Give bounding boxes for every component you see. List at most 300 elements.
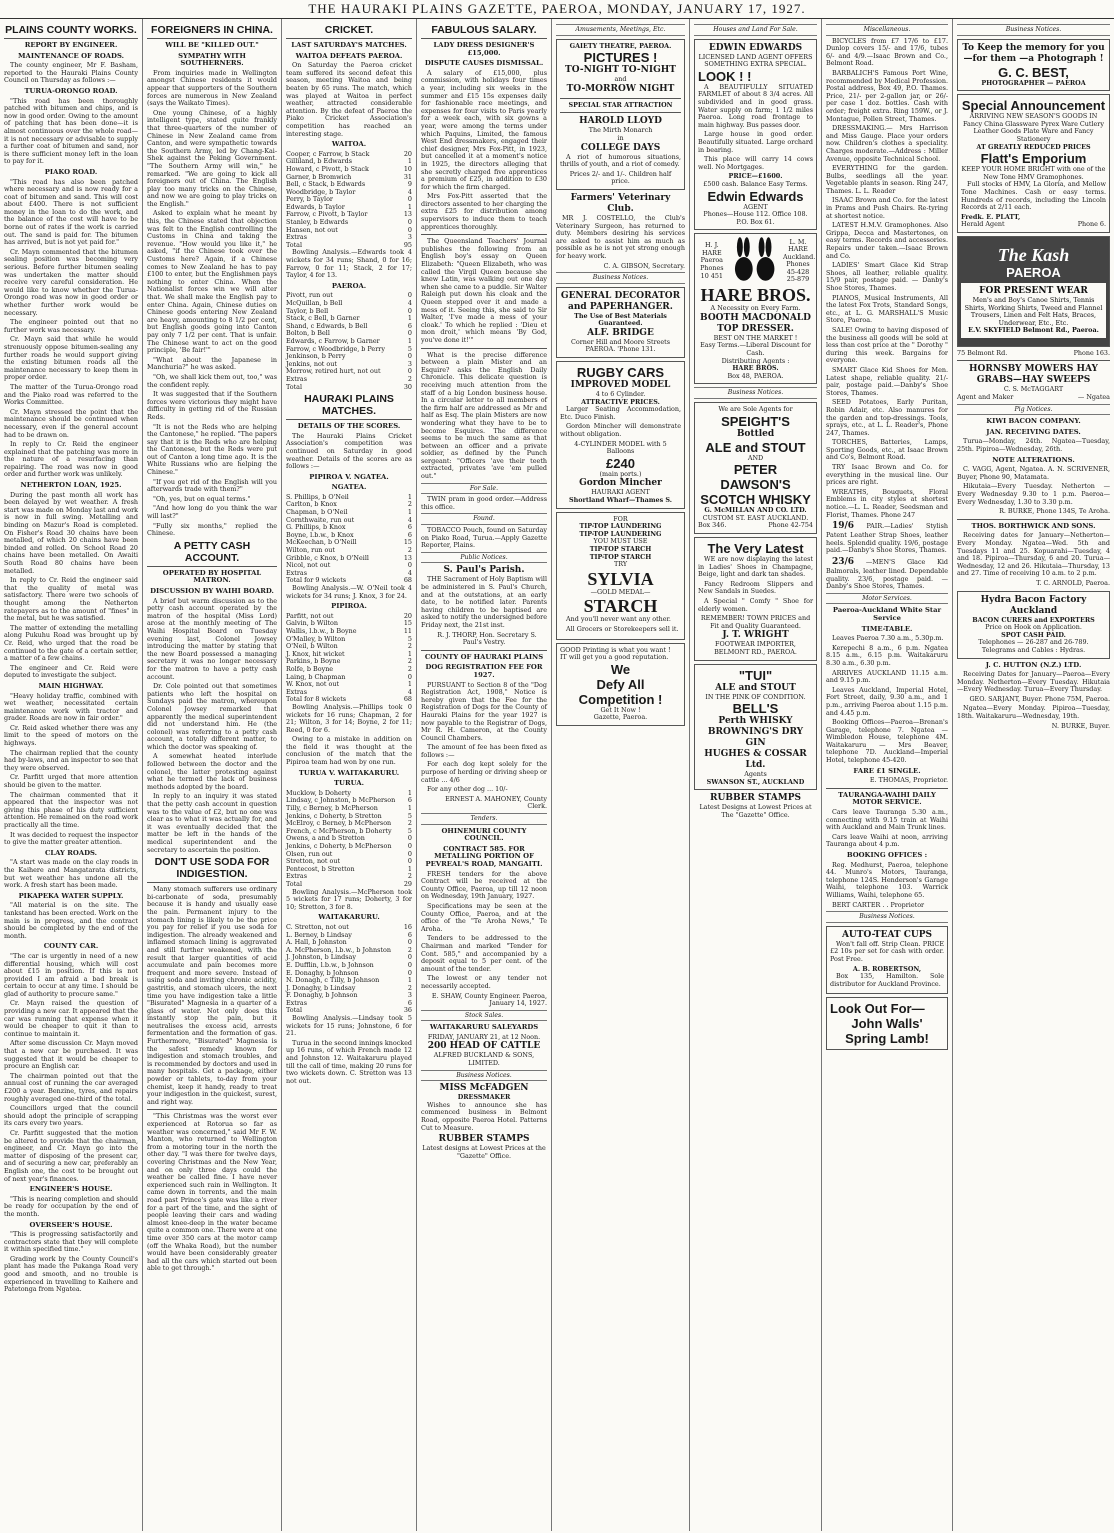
runs: 6 — [407, 930, 412, 939]
paragraph: The engineer and Cr. Reid were deputed to investigate the subject. — [4, 663, 138, 680]
runs: 1 — [407, 864, 412, 873]
rugby-cars-ad — [556, 361, 685, 509]
hare-icon — [730, 237, 779, 285]
batsman: Jenkins, not out — [286, 359, 337, 368]
bottled: Bottled — [736, 428, 775, 439]
printing-defy: Defy All — [596, 676, 645, 692]
paragraph: In reply to Cr. Reid the engineer said that the quality of metal was satisfactory. There were two schools of thought among the Netherton ratepayers as to the amount of "fines" in the metal, but he was satisfied. — [4, 576, 138, 623]
film-title: COLLEGE DAYS — [580, 142, 661, 153]
fare: FARE £1 SINGLE. — [853, 766, 921, 775]
bells-title: BELL'S — [732, 701, 779, 717]
note: NOTE ALTERATIONS. — [992, 455, 1075, 464]
paragraph: All Grocers or Storekeepers sell it. — [566, 624, 679, 633]
signature: ERNEST A. MAHONEY, County Clerk. — [445, 794, 547, 811]
printing-comp: Competition ! — [578, 691, 663, 707]
batsman: Gilliland, b Edwards — [286, 157, 352, 166]
decorator-title: GENERAL DECORATOR and PAPERHANGER. — [560, 290, 681, 312]
signature: GEO. SARJANT, Buyer. Phone 75M, Paeroa. — [969, 694, 1110, 703]
agent-label: AGENT — [743, 202, 768, 211]
scorecard-ngatea — [286, 494, 412, 585]
printing-getit: Get It Now ! — [600, 705, 641, 714]
sale-date: FRIDAY, JANUARY 21, at 12 Noon. — [427, 1032, 541, 1041]
hydra-ad — [957, 591, 1110, 659]
runs: 13 — [403, 210, 412, 219]
timetable-title: TIME-TABLE. — [861, 624, 913, 633]
classified: TORCHES, Batteries, Lamps, Sporting Goods, etc., at Isaac Brown and Co's, Belmont Road. — [826, 438, 948, 462]
rugby-prices: ATTRACTIVE PRICES. — [581, 397, 660, 406]
batsman: Pivott, run out — [286, 291, 333, 300]
runs: 9 — [407, 180, 412, 189]
batsman: N. Donagh, c Tilly, b Johnson — [286, 976, 380, 985]
paragraph: Kerepechi 8 a.m., 6 p.m. Ngatea 8.15 a.m., 6.15 p.m. Waitakaruru 8.30 a.m., 6.30 p.m. — [826, 643, 948, 667]
paragraph: Asked to explain what he meant by this, the Chinese stated that objection was felt to the English controlling the Customs in China and taking the revenue. "How would you like it," he asked, "if the Chinese took over the Customs here? Again, if a Chinese comes to New Zealand he has to pay £100 to enter, but the Englishmen pays nothing to enter China. When the Nationalist forces win we will alter that. We shall make the English pay to enter China. Again, Chinese duties on Chinese goods entering New Zealand are heavy, amounting to 8 1/2 per cent, but English goods going into Canton pay only 7 1/2 per cent. That is unfair. The Chinese want to act on the good principle, 'Be fair!'" — [147, 209, 277, 355]
paragraph: Turua in the second innings knocked up 16 runs, of which French made 12 and Johnston 12. Waitakaruru played till the call of time, making 20 runs for two wickets down. C. Stretton was 13 not out. — [286, 1038, 412, 1085]
runs: 10 — [403, 164, 412, 173]
batsman: Parkins, b Boyne — [286, 657, 341, 666]
batsman: Chapman, b O'Neil — [286, 508, 348, 517]
booth-title: BOOTH MACDONALD TOP DRESSER. — [700, 312, 811, 334]
paragraph: "This Christmas was the worst ever experienced at Rotorua so far as weather was concerned," said Mr F. W. Manton, who returned to Wellington from a motoring tour in the north the other day. "I was there for twelve days, covering Christmas and the New Year, and on only three days could the weather be called fine. I have never experienced such rain in Wellington. It came down in torrents, and the main road past Prince's gate was like a river for a part of the time, and the sight of people leaving their cars and wading almost knee-deep in the water became quite a common one. There were at one time over 350 cars at the motor camp (off the Whaka Road), but the number would have been considerably greater had all the cars which started out been able to get through." — [147, 1112, 277, 1273]
runs: 2 — [407, 945, 412, 954]
agent-name: EDWIN EDWARDS — [708, 42, 803, 53]
tiptop-4: TIP-TOP STARCH — [589, 552, 652, 561]
paragraph: The amount of fee has been fixed as follows :— — [421, 743, 547, 759]
batsman: Total — [286, 879, 303, 888]
runs: 3 — [407, 233, 412, 242]
subhead: DISCUSSION BY WAIHI BOARD. — [150, 587, 274, 595]
runs: 1 — [407, 680, 412, 689]
paragraph: A Special " Comfy " Shoe for elderly women. — [698, 596, 813, 613]
reduced: AT GREATLY REDUCED PRICES — [976, 142, 1091, 151]
scorecard-waitoa — [286, 151, 412, 250]
paragraph: What is the precise difference between a plain Mister and an Esquire? asks the English Daily Chronicle. This delicate question is receiving much attention from the staff of a big London business house. In a circular letter to all members of the firm half are addressed as Mr and half as Esq. The plain Misters are now wondering what they have to be to become Esquires. The difference seems to be much the same as that between an officer and a private soldier, as defined by the Punch sergeant: "Officers 'ave their teeth extracted, privates 'ave 'em pulled out." — [421, 350, 547, 481]
decorator-ad — [556, 287, 685, 358]
runs: 0 — [407, 352, 412, 361]
photographer: PHOTOGRAPHER — PAEROA — [981, 78, 1086, 87]
section-label: Stock Sales. — [421, 1010, 547, 1022]
subhead: WAITOA DEFEATS PAEROA. — [295, 51, 403, 60]
paragraph: Cr. Parfitt urged that more attention should be given to the matter. — [4, 773, 138, 790]
team-heading: TURUA. — [334, 779, 364, 788]
swanson: SWANSON ST., AUCKLAND — [706, 777, 805, 786]
runs: 20 — [403, 149, 412, 158]
column-cricket — [282, 19, 417, 1531]
kash-for: FOR PRESENT WEAR — [979, 285, 1088, 296]
price-19-6: 19/6 — [832, 521, 855, 532]
runs: 5 — [407, 811, 412, 820]
rugby-ports: (main ports.) — [599, 469, 642, 478]
kash-address: 75 Belmont Rd. — [957, 348, 1008, 357]
runs: 4 — [407, 568, 412, 577]
batsman: Woodbridge, b Taylor — [286, 187, 356, 196]
robertson: A. B. ROBERTSON, — [852, 964, 922, 973]
auctioneer: ALFRED BUCKLAND & SONS, LIMITED. — [433, 1051, 535, 1068]
section-label: Business Notices. — [957, 24, 1110, 36]
runs: 1 — [407, 788, 412, 797]
paragraph: A brief but warm discussion as to the petty cash account operated by the matron of the hospital (Miss Lord) arose at the monthly meeting of The Waihi Hospital Board on Tuesday evening last, Colonel Jowsey introducing the matter by stating that the new Board possessed a managing secretary it was no longer necessary for the matron to have a petty cash account. — [147, 596, 277, 681]
custom-st: CUSTOM ST. EAST AUCKLAND. — [702, 513, 809, 522]
agent-name-2: Edwin Edwards — [707, 188, 804, 204]
notice-subtitle: DOG REGISTRATION FEE FOR 1927. — [425, 663, 543, 679]
batsman: Farrow, c Woodbridge, b Perry — [286, 344, 385, 353]
batsman: Owens, a and b Stretton — [286, 834, 365, 843]
subhead: WILL BE "KILLED OUT." — [165, 41, 259, 49]
notice-title: S. Paul's Parish. — [443, 565, 525, 576]
batsman: Extras — [286, 872, 307, 881]
kash-skyfield: E.V. SKYFIELD Belmont Rd., Paeroa. — [968, 326, 1099, 335]
batsman: Total — [286, 240, 303, 249]
telephones: Telephones — 26-287 and 26-789. Telegrams and Cables : Hydras. — [978, 638, 1089, 654]
flatt-emporium: Flatt's Emporium — [980, 151, 1087, 167]
scorecard-turua — [286, 790, 412, 889]
rugby-cyl: 4 to 6 Cylinder. — [595, 390, 646, 399]
lm-hare-contact: L. M. HARE Auckland. Phones 45-428 25-879 — [783, 237, 816, 284]
runs: 0 — [407, 857, 412, 866]
batsman: Total — [286, 1006, 303, 1015]
subhead: COUNTY CAR. — [43, 942, 99, 951]
batsman: Jenkinson, b Perry — [286, 352, 346, 361]
subhead: MAIN HIGHWAY. — [38, 681, 104, 690]
classified: SALE! Owing to having disposed of the business all goods will be sold at less than cost price at the " Dorothy " during this week. Bargains for everyone. — [826, 325, 948, 365]
runs: 1 — [407, 508, 412, 517]
batsman: Tilly, c Berney, b McPherson — [286, 804, 378, 813]
batsman: McKeechan, b O'Neill — [286, 538, 357, 547]
paragraph: Leaves Auckland, Imperial Hotel, Fort Street, daily, 9.30 a.m., and 1 p.m., arriving Paeroa about 1.15 p.m. and 4.45 p.m. — [826, 685, 948, 717]
paragraph: WE are now displaying the latest in Ladies' Shoes in Champagne, Beige, light and dark tan shades. — [698, 555, 813, 579]
wright-ad — [694, 537, 817, 661]
classified: LADIES' Smart Glace Kid Strap Shoes, all leather, reliable quality. 15/9 pair, postage paid. — Danby's Shoe Stores, Thames. — [826, 261, 948, 292]
tui-ale: ALE and STOUT — [715, 682, 796, 693]
batsman: Jenkins, c Doherty, b Stretton — [286, 811, 382, 820]
runs: 3 — [407, 359, 412, 368]
headline: PLAINS COUNTY WORKS. — [4, 24, 138, 39]
runs: 1 — [407, 314, 412, 323]
paragraph: Bowling Analysis.—Phillips took 0 wickets for 16 runs; Chapman, 2 for 21; Wilton, 3 for 14; Boyne, 2 for 11; Reed, 0 for 6. — [286, 702, 412, 734]
runs: 30 — [403, 382, 412, 391]
classified: DRESSMAKING.— Mrs Harrison and Miss Gauge. Place your orders now. Children's clothes a speciality. Charges moderate.—Address : Miller Avenue, opposite Technical School. — [826, 124, 948, 163]
runs: 5 — [407, 344, 412, 353]
edwards-ad — [694, 39, 817, 231]
batsman: Lindsay, c Johnston, b McPherson — [286, 796, 396, 805]
printing-gazette: Gazette, Paeroa. — [593, 713, 648, 722]
agent-phones: Phones—House 112. Office 108. P.O. Box 61. — [703, 210, 808, 226]
rugby-4cyl: 4-CYLINDER MODEL with 5 Balloons — [574, 439, 667, 456]
runs: 0 — [407, 834, 412, 843]
runs: 11 — [403, 626, 412, 635]
paragraph: The Hauraki Plains Cricket Association's competition was continued on Saturday in good weather. Details of the scores are as follows :— — [286, 431, 412, 471]
runs: 16 — [403, 922, 412, 931]
goods-list: Fancy China Glassware Pyrex Ware Cutlery Leather Goods Plate Ware and Fancy Stationery — [963, 119, 1104, 143]
printing-we: We — [610, 661, 631, 677]
signature: R. BURKE, Phone 134S, Te Aroha. — [999, 507, 1110, 516]
and-text: AND — [747, 453, 764, 462]
batsman: F. Donaghy, b Johnson — [286, 991, 358, 1000]
subhead: TURUA-ORONGO ROAD. — [24, 86, 118, 95]
scotch-whisky: SCOTCH WHISKY — [700, 492, 811, 508]
hare-bros-ad — [694, 233, 817, 384]
paragraph: "All material is on the site. The tankstand has been erected. Work on the main is in progress, and the contract should be completed by the end of the month. — [4, 901, 138, 940]
section-label: Tenders. — [421, 813, 547, 825]
batsman: McElroy, c Berney, b McPherson — [286, 819, 392, 828]
subhead: ENGINEER'S HOUSE. — [29, 1185, 113, 1194]
subhead: DETAILS OF THE SCORES. — [297, 422, 401, 431]
classified-text: PAIR.—Ladies' Stylish Patent Leather Strap Shoes, leather heels. Splendid quality. 19/6, postage paid.—Danby's Shoe Stores, Thames. — [826, 522, 948, 555]
runs: 0 — [407, 968, 412, 977]
batsman: Extras — [286, 233, 307, 242]
classified: SEED Potatoes, Early Puritan, Robin Adair, etc. Also manures for the garden and top-dressings. Tools, sprays, etc., at L. L. Reader's, Phone 247, Thames. — [826, 398, 948, 437]
paragraph: And you'll never want any other. — [566, 615, 671, 624]
runs: 1 — [407, 804, 412, 813]
headline: HAURAKI PLAINS MATCHES. — [286, 393, 412, 420]
signature: N. BURKE, Buyer. — [1051, 721, 1110, 730]
paragraph: The chairman commented that it appeared that the inspector was not giving this phase of his duty sufficient attention. He remained on the road work practically all the time. — [4, 790, 138, 829]
paragraph: Cr. Mayn raised the question of providing a new car. It appeared that the car was running that expense when it would be cheaper to quit it than to continue to maintain it. — [4, 999, 138, 1038]
paragraph: During the past month all work has been delayed by wet weather. A fresh start was made on Monday last and work is now in full swing. Metalling and binding on Mazur's Road is completed. On Fisher's Road 30 chains have been metalled, of which 20 chains have been binded and rolled. On School Road 20 chains have been metalled. On Awaiti South Road 80 chains have been metalled. — [4, 490, 138, 575]
paragraph: This place will carry 14 cows well. No Mortgages. — [698, 155, 813, 171]
wright-address: FOOTWEAR IMPORTER, BELMONT RD., PAEROA. — [714, 640, 797, 656]
agent-address: Shortland Wharf—Thames S. — [568, 496, 673, 504]
kash-list: Men's and Boy's Canoe Shirts, Tennis Shirts, Working Shirts, Tweed and Flannel Trousers, Linen and Felt Hats, Braces, Underwear, Etc., Etc. — [964, 295, 1103, 327]
paragraph: Larger Seating Accommodation, Etc. Duco Finish. — [560, 405, 681, 421]
masthead: THE HAURAKI PLAINS GAZETTE, PAEROA, MONDAY, JANUARY 17, 1927. — [0, 0, 1114, 19]
batsman: Extras — [286, 374, 307, 383]
rubber-stamps-text: Latest Designs at Lowest Prices at The "Gazette" Office. — [699, 803, 812, 819]
batsman: J. Johnston, b Lindsay — [286, 953, 356, 962]
service-title: TAURANGA-WAIHI DAILY MOTOR SERVICE. — [838, 790, 936, 807]
paragraph: The chairman pointed out that the annual cost of running the car averaged £200 a year. Benzine, tyres, and repairs roughly averaged one-third of the total. — [4, 1071, 138, 1103]
team-heading: WAITOA. — [331, 140, 367, 149]
runs: 0 — [407, 953, 412, 962]
paragraph: Leaves Paeroa 7.30 a.m., 5.30p.m. — [832, 634, 944, 643]
column-fabulous-salary — [417, 19, 552, 1531]
batsman: Howard, c Pivott, b Stack — [286, 164, 369, 173]
paragraph: Grading work by the County Council's plant has made the Pukanga Road very good and smooth, and no trouble is experienced in travelling to Kaihere and Patetonga from Ngatea. — [4, 1254, 138, 1294]
batsman: J. Donaghy, b Lindsay — [286, 983, 356, 992]
batsman: E. Dufflin, l.b.w., b Johnson — [286, 960, 374, 969]
batsman: Extras — [286, 998, 307, 1007]
runs: 2 — [407, 374, 412, 383]
batsman: A. McPherson, l.b.w., b Johnston — [286, 945, 391, 954]
paragraph: "What about the Japanese in Manchuria?" he was asked. — [147, 355, 277, 372]
speights-ad — [694, 402, 817, 534]
batsman: Gribble, c Knox, b O'Neill — [286, 553, 369, 562]
subhead: REPORT BY ENGINEER. — [24, 41, 118, 49]
paragraph: Owing to a mistake in addition on the field it was thought at the conclusion of the match that the Pipiroa team had won by one run. — [286, 735, 412, 767]
sylvia-title: SYLVIA — [587, 568, 654, 589]
classified — [826, 557, 948, 591]
scorecard-pipiroa — [286, 613, 412, 704]
paragraph: "It is not the Reds who are helping the Cantonese," he replied. "The papers say that it is the Reds who are helping the Cantonese, but the Reds were put out of Canton a long time ago. It is the White Russians who are helping the Chinese." — [147, 422, 277, 477]
batsman: S. Phillips, b O'Neil — [286, 492, 349, 501]
service-title: Paeroa-Auckland White Star Service — [832, 606, 942, 622]
section-label: Found. — [421, 513, 547, 525]
batsman: O'Neil, b Wilton — [286, 642, 338, 651]
paragraph: Large house in good order. Beautifully situated. Large orchard in bearing. — [698, 130, 813, 154]
runs: 0 — [407, 306, 412, 315]
column-houses-land — [690, 19, 822, 1531]
runs: 2 — [407, 872, 412, 881]
section-label: Motor Services. — [826, 593, 948, 605]
wright-name: J. T. WRIGHT — [722, 630, 789, 641]
section-label: Business Notices. — [556, 272, 685, 284]
runs: 0 — [407, 672, 412, 681]
ngatea: — Ngatea — [1077, 393, 1110, 402]
batsman: Galvin, b Wilton — [286, 619, 338, 628]
runs: 0 — [407, 329, 412, 338]
paragraph: It was suggested that if the Southern forces were victorious they might have difficulty in getting rid of the Russian Reds. — [147, 390, 277, 421]
runs: 5 — [407, 826, 412, 835]
paragraph: Tenders to be addressed to the Chairman and marked "Tender for Cont. 585," and accompanied by a deposit equal to 5 per cent. of the amount of the tender. — [421, 934, 547, 973]
sylvia-starch-ad — [556, 512, 685, 640]
batsman: Hansen, not out — [286, 225, 338, 234]
paragraph: PURSUANT to Section 8 of the "Dog Registration Act, 1908," Notice is hereby given that the Fee for the Registration of Dogs for the County of Hauraki Plains for the year 1927 is now payable to the Registrar of Dogs, Mr R. H. Cameron, at the County Council Chambers. — [421, 680, 547, 742]
runs: 6 — [407, 321, 412, 330]
printing-2: IT will get you a good reputation. — [560, 653, 669, 662]
paragraph: Won't fall off. Strip Clean. PRICE £2 10s per set for cash with order. Post Free. — [830, 939, 944, 963]
batsman: Stretton, not out — [286, 857, 341, 866]
batsman: Taylor, b Bell — [286, 306, 329, 315]
headline: FABULOUS SALARY. — [421, 24, 547, 39]
column-miscellaneous — [822, 19, 953, 1531]
subhead: OVERSEER'S HOUSE. — [29, 1220, 113, 1229]
subhead: LAST SATURDAY'S MATCHES. — [291, 41, 407, 49]
batsman: Edwards, c Farrow, b Garner — [286, 336, 380, 345]
batsman: Extras — [286, 687, 307, 696]
batsman: Perry, b Taylor — [286, 195, 333, 204]
notice-title: COUNTY OF HAURAKI PLAINS — [424, 652, 544, 661]
runs: 1 — [407, 492, 412, 501]
section-label: For Sale. — [421, 483, 547, 495]
lamb-ad — [826, 997, 948, 1050]
hornsby: HORNSBY MOWERS HAY GRABS—HAY SWEEPS — [969, 364, 1098, 386]
paragraph: A BEAUTIFULLY SITUATED FARMLET of about 8 3/4 acres. All subdivided and in good grass. Water supply on farm; 1 1/2 miles Paeroa. Long road frontage to main highway. Bus passes door. — [698, 82, 813, 129]
runs: 2 — [407, 546, 412, 555]
dist-box: Box 48, PAEROA. — [727, 371, 784, 380]
paragraph: Ngatea—Every Monday. Pipiroa—Tuesday, 18th. Waitakaruru—Wednesday, 19th. — [957, 704, 1110, 721]
section-label: Business Notices. — [694, 387, 817, 399]
paragraph: Cr. Mayn said that while he would strenuously oppose bitumen-sealing any further roads he would support giving the existing bitumen roads all the maintenance necessary to keep them in proper order. — [4, 335, 138, 382]
column-amusements — [552, 19, 690, 1531]
classified: TRY Isaac Brown and Co. for everything in the musical line. Our prices are right. — [826, 463, 948, 487]
runs: 0 — [407, 225, 412, 234]
classified: WREATHS, Bouquets, Floral Emblems in city styles at shortest notice.—L. L. Reader, Seedsman and Florist, Thames. Phone 247 — [826, 487, 948, 519]
paragraph: FRESH tenders for the above Contract will be received at the County Office, Paeroa, up till 12 noon on Wednesday, 19th January, 1927. — [421, 869, 547, 901]
runs: 0 — [407, 367, 412, 376]
score-row — [286, 384, 412, 392]
kash-phone: Phone 163. — [1073, 348, 1110, 357]
tui-title: "TUI" — [738, 667, 773, 683]
theatre-name: GAIETY THEATRE, PAEROA. — [569, 41, 672, 50]
for-text: FOR — [613, 514, 628, 523]
batsman: Wilton, run out — [286, 546, 335, 555]
hughes-cossar: HUGHES & COSSAR Ltd. — [704, 749, 807, 771]
runs: 36 — [403, 1006, 412, 1015]
paragraph: "Oh, yes, but on equal terms." — [153, 494, 251, 503]
pictures-title: PICTURES ! — [583, 50, 658, 66]
batsman: Boyne, l.b.w., b Knox — [286, 530, 354, 539]
batsman: Laing, b Chapman — [286, 672, 346, 681]
speights-title: SPEIGHT'S — [721, 413, 790, 429]
classified: TOBACCO Pouch, found on Saturday on Piako Road, Turua.—Apply Gazette Reporter, Plains. — [421, 526, 547, 550]
paragraph: Bowling Analysis.—Lindsay took 5 wickets for 15 runs; Johnstone, 6 for 21. — [286, 1014, 412, 1038]
batsman: Mucklow, b Doherty — [286, 788, 352, 797]
star-name: HAROLD LLOYD — [579, 116, 662, 127]
auto-teat-ad — [826, 926, 948, 995]
paragraph: "A start was made on the clay roads in the Kaihere and Mangatarata districts, but wet weather has undone all the work. A fresh start has been made. — [4, 858, 138, 890]
box-346: Box 346. — [698, 521, 727, 530]
score-row — [286, 873, 412, 881]
farm-price: PRICE—£1600. — [728, 172, 783, 181]
runs: 2 — [407, 500, 412, 509]
special-announcement: Special Announcement — [961, 98, 1106, 114]
hj-hare-contact: H. J. HARE Paeroa Phones 10 451 — [700, 241, 724, 280]
paragraph: The chairman replied that the county had by-laws, and an inspector to see that they were observed. — [4, 748, 138, 772]
paragraph: Bowling Analysis.—Edwards took 4 wickets for 34 runs; Shand, 0 for 16; Farrow, 0 for 11; Stack, 2 for 17; Taylor, 4 for 13. — [286, 248, 412, 280]
rubber-stamps-text: Latest designs at Lowest Prices at the "Gazette" Office. — [422, 1144, 546, 1160]
paragraph: "This is nearing completion and should be ready for occupation by the end of the month. — [4, 1194, 138, 1218]
decorator-address: Corner Hill and Moore Streets PAEROA. 'Phone 131. — [570, 337, 671, 354]
signature: BERT CARTER . . Proprietor — [832, 900, 925, 909]
batsman: O'Malley, b Wilton — [286, 634, 346, 643]
batsman: Edwards, b Taylor — [286, 202, 345, 211]
peter-dawson: PETER DAWSON'S — [720, 462, 791, 493]
booth-best: BEST ON THE MARKET ! — [713, 333, 798, 342]
batsman: Total for 8 wickets — [286, 695, 347, 704]
paragraph: For each dog kept solely for the purpose of herding or driving sheep or cattle ... 4/6 — [421, 760, 547, 784]
in-text: in — [617, 133, 624, 142]
paragraph: On Saturday the Paeroa cricket team suffered its second defeat this season, meeting Waitoa and being beaten by 65 runs. The match, which was played at Waitoa in perfect weather, attracted considerable attention. By the defeat of Paeroa the Piako Cricket Association's competition has reached an interesting stage. — [286, 61, 412, 138]
mctaggart: C. S. McTAGGART — [1003, 385, 1064, 394]
batsman: W. Knox, not out — [286, 680, 340, 689]
paragraph: From inquiries made in Wellington amongst Chinese residents it would appear that supporters of the Southern forces are numerous in New Zealand (says the Waikato Times). — [147, 68, 277, 108]
paragraph: Receiving Dates for January—Paeroa—Every Monday. Netherton—Every Tuesday. Hikutaia—Every Wednesday. Turua—Every Thursday. — [957, 670, 1110, 694]
batsman: McQuillan, b Bell — [286, 299, 343, 307]
runs: 31 — [403, 172, 412, 181]
batsman: C. Stretton, not out — [286, 922, 349, 931]
runs: 2 — [407, 983, 412, 992]
paragraph: The Queensland Teachers' Journal publishes the following from an English boy's essay on Queen Elizabeth: "Queen Elizabeth, who was called the Virgil Queen because she knew Latin, was walking out one day when she came to a puddle. Sir Walter Raleigh put down his cloak and the Queen stepped over it and made a mess of it. Seeing this, she said to Sir Walter, 'I've made a mess of your cloak.' To which he replied : 'Dieu et mon droit,' which means 'By God, you've done it!'" — [421, 237, 547, 344]
sole-agents: We are Sole Agents for — [718, 405, 793, 414]
phone-42754: Phone 42-754 — [768, 521, 813, 530]
you-must: YOU MUST USE — [593, 537, 648, 546]
tiptop-2: TIP-TOP LAUNDERING — [579, 529, 662, 538]
gold-medal: —GOLD MEDAL— — [590, 587, 651, 596]
runs: 4 — [407, 187, 412, 196]
runs: 1 — [407, 649, 412, 658]
runs: 2 — [407, 819, 412, 828]
runs: 0 — [407, 938, 412, 947]
rugby-title: RUGBY CARS — [576, 365, 665, 381]
printing-1: GOOD Printing is what you want ! — [560, 645, 671, 654]
batsman: Shand, c Edwards, b Bell — [286, 321, 368, 330]
fredk-platt: Fredk. E. PLATT, — [961, 212, 1021, 221]
section-label: Houses and Land For Sale. — [694, 24, 817, 36]
batsman: Pentecost, b Stretton — [286, 864, 355, 873]
printing-ad — [556, 643, 685, 726]
classified: LATEST H.M.V. Gramophones. Also Grippa, Decca and Mastertones, on easy terms. Records and accessories. Repairs under taken.—Isaac Brown and Co. — [826, 221, 948, 260]
latest-title: The Very Latest — [707, 541, 804, 556]
paragraph: After some discussion Cr. Mayn moved that a new car be purchased. It was suggested that it would be cheaper to procure an English car. — [4, 1039, 138, 1071]
paragraph: ARRIVES AUCKLAND 11.15 a.m. and 9.15 p.m. — [826, 668, 948, 685]
and-text: and — [614, 75, 627, 84]
classified: SMART Glace Kid Shoes for Men. Latest shape, reliable quality. 21/- pair, postage paid.—Danby's Shoe Stores, Thames. — [826, 365, 948, 397]
tiptop-3: TIP-TOP STARCH — [589, 544, 652, 553]
paragraph: The county engineer, Mr F. Basham, reported to the Hauraki Plains County Council on Thursday as follows :— — [4, 61, 138, 85]
subhead: DISPUTE CAUSES DISMISSAL. — [424, 59, 544, 68]
runs: 0 — [407, 291, 412, 300]
paragraph: "And how long do you think the war will last?" — [147, 504, 277, 521]
runs: 6 — [407, 796, 412, 805]
